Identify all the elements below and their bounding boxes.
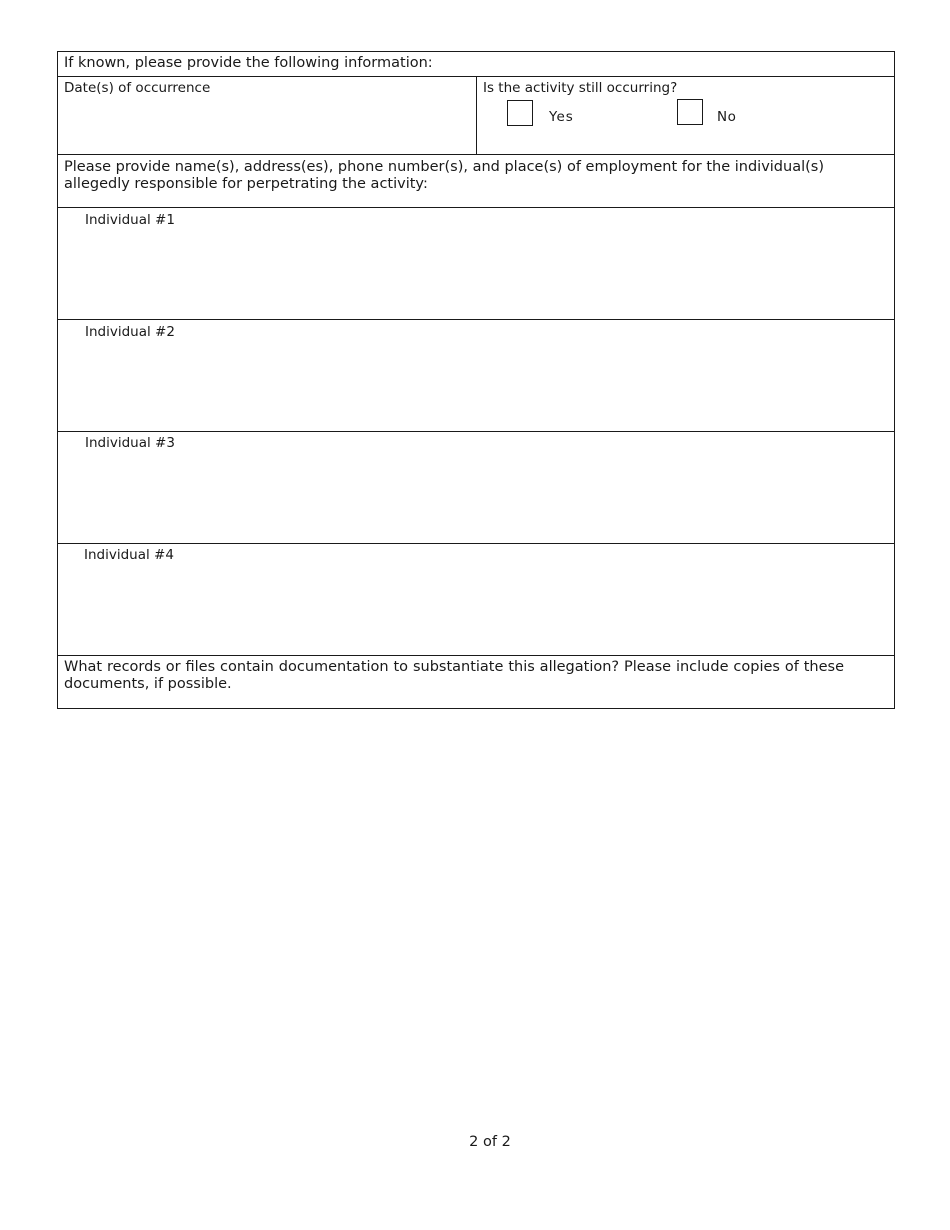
still-occurring-label: Is the activity still occurring? bbox=[483, 80, 678, 96]
individual-2-label: Individual #2 bbox=[85, 324, 175, 340]
individual-3-label: Individual #3 bbox=[85, 435, 175, 451]
allegation-form-table bbox=[57, 51, 895, 709]
responsible-instructions-row bbox=[58, 155, 894, 208]
dates-of-occurrence-label: Date(s) of occurrence bbox=[64, 80, 211, 96]
responsible-instructions-text: Please provide name(s), address(es), phone number(s), and place(s) of employment for the individual(s) allegedly responsible for perpetrating the activity: bbox=[64, 159, 824, 192]
records-question-text: What records or files contain documentation to substantiate this allegation? Please include copies of these documents, if possible. bbox=[64, 659, 844, 692]
header-row bbox=[58, 52, 894, 77]
individual-1-label: Individual #1 bbox=[85, 212, 175, 228]
no-label: No bbox=[717, 109, 737, 125]
individual-3-field[interactable] bbox=[58, 432, 894, 544]
column-divider bbox=[476, 77, 477, 154]
yes-checkbox[interactable] bbox=[507, 100, 533, 126]
occurrence-row bbox=[58, 77, 894, 155]
individual-1-field[interactable] bbox=[58, 208, 894, 320]
header-text: If known, please provide the following information: bbox=[64, 55, 433, 71]
yes-label: Yes bbox=[549, 109, 574, 125]
individual-2-field[interactable] bbox=[58, 320, 894, 432]
dates-of-occurrence-field[interactable] bbox=[58, 77, 476, 154]
page-number: 2 of 2 bbox=[469, 1134, 511, 1150]
individual-4-field[interactable] bbox=[58, 544, 894, 656]
records-field[interactable] bbox=[58, 656, 894, 709]
individual-4-label: Individual #4 bbox=[84, 547, 174, 563]
no-checkbox[interactable] bbox=[677, 99, 703, 125]
